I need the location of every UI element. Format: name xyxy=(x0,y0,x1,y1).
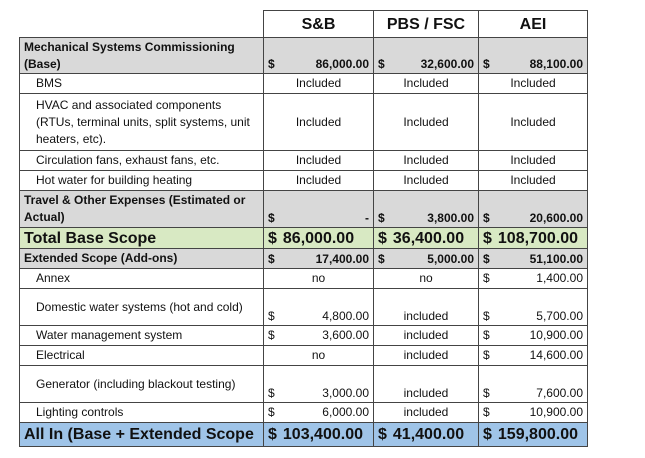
money-value xyxy=(268,308,369,325)
currency-symbol: $ xyxy=(483,328,490,342)
currency-symbol: $ xyxy=(268,211,275,225)
money-value xyxy=(483,385,583,402)
currency-symbol: $ xyxy=(483,229,492,247)
money-value xyxy=(483,251,583,268)
money-value xyxy=(483,327,583,344)
value-cell: Included xyxy=(264,151,374,171)
money-value xyxy=(483,404,583,421)
value-cell: no xyxy=(264,269,374,289)
currency-symbol: $ xyxy=(268,229,277,247)
header-row xyxy=(20,11,588,38)
table-row xyxy=(20,423,588,447)
value-cell xyxy=(479,326,588,346)
header-aei: AEI xyxy=(479,11,588,38)
currency-symbol: $ xyxy=(483,57,490,71)
currency-symbol: $ xyxy=(483,386,490,400)
table-row xyxy=(20,74,588,94)
amount: 3,800.00 xyxy=(427,211,474,225)
value-cell xyxy=(374,249,479,269)
value-cell xyxy=(479,191,588,228)
row-label: Total Base Scope xyxy=(20,228,264,249)
currency-symbol: $ xyxy=(378,57,385,71)
amount: 86,000.00 xyxy=(282,229,355,247)
value-cell: Included xyxy=(374,94,479,151)
table-row xyxy=(20,289,588,326)
currency-symbol: $ xyxy=(378,252,385,266)
header-sb: S&B xyxy=(264,11,374,38)
value-cell: no xyxy=(264,346,374,366)
value-cell: no xyxy=(374,269,479,289)
money-value xyxy=(268,327,369,344)
value-cell: Included xyxy=(479,94,588,151)
amount: - xyxy=(365,211,369,225)
amount: 6,000.00 xyxy=(322,405,369,419)
money-value xyxy=(268,426,369,443)
value-cell: Included xyxy=(374,151,479,171)
row-label: Mechanical Systems Commissioning (Base) xyxy=(20,38,264,74)
value-cell: Included xyxy=(264,171,374,191)
table-row xyxy=(20,269,588,289)
table-row xyxy=(20,249,588,269)
row-label: Extended Scope (Add-ons) xyxy=(20,249,264,269)
row-label: Hot water for building heating xyxy=(20,171,264,191)
value-cell xyxy=(264,289,374,326)
table-row xyxy=(20,228,588,249)
currency-symbol: $ xyxy=(268,57,275,71)
money-value xyxy=(483,210,583,227)
amount: 17,400.00 xyxy=(315,252,369,266)
value-cell xyxy=(264,366,374,403)
row-label: All In (Base + Extended Scope xyxy=(20,423,264,447)
amount: 3,000.00 xyxy=(322,386,369,400)
currency-symbol: $ xyxy=(268,328,275,342)
value-cell: included xyxy=(374,289,479,326)
currency-symbol: $ xyxy=(268,405,275,419)
currency-symbol: $ xyxy=(268,309,275,323)
value-cell xyxy=(374,423,479,447)
value-cell: Included xyxy=(479,171,588,191)
amount: 36,400.00 xyxy=(392,229,465,247)
value-cell xyxy=(479,38,588,74)
amount: 10,900.00 xyxy=(529,405,583,419)
money-value xyxy=(483,308,583,325)
amount: 51,100.00 xyxy=(529,252,583,266)
value-cell: Included xyxy=(264,94,374,151)
money-value xyxy=(483,230,583,247)
money-value xyxy=(483,270,583,287)
amount: 1,400.00 xyxy=(536,271,583,285)
money-value xyxy=(268,230,369,247)
value-cell xyxy=(479,249,588,269)
value-cell xyxy=(374,228,479,249)
value-cell: included xyxy=(374,403,479,423)
money-value xyxy=(378,426,474,443)
currency-symbol: $ xyxy=(378,229,387,247)
row-label: Domestic water systems (hot and cold) xyxy=(20,289,264,326)
value-cell: Included xyxy=(374,74,479,94)
value-cell xyxy=(264,38,374,74)
amount: 159,800.00 xyxy=(497,426,578,443)
money-value xyxy=(483,347,583,364)
money-value xyxy=(268,385,369,402)
money-value xyxy=(268,251,369,268)
money-value xyxy=(378,251,474,268)
currency-symbol: $ xyxy=(483,348,490,362)
amount: 5,000.00 xyxy=(427,252,474,266)
table-row xyxy=(20,151,588,171)
value-cell xyxy=(479,403,588,423)
currency-symbol: $ xyxy=(483,271,490,285)
currency-symbol: $ xyxy=(483,252,490,266)
currency-symbol: $ xyxy=(483,426,492,443)
amount: 4,800.00 xyxy=(322,309,369,323)
value-cell xyxy=(264,326,374,346)
amount: 5,700.00 xyxy=(536,309,583,323)
money-value xyxy=(268,56,369,73)
amount: 32,600.00 xyxy=(420,57,474,71)
amount: 10,900.00 xyxy=(529,328,583,342)
table-row xyxy=(20,366,588,403)
value-cell: Included xyxy=(479,74,588,94)
value-cell xyxy=(264,228,374,249)
money-value xyxy=(378,230,474,247)
amount: 88,100.00 xyxy=(529,57,583,71)
row-label: HVAC and associated components (RTUs, terminal units, split systems, unit heaters, etc). xyxy=(20,94,264,151)
table-row xyxy=(20,346,588,366)
currency-symbol: $ xyxy=(483,405,490,419)
money-value xyxy=(483,426,583,443)
row-label: Annex xyxy=(20,269,264,289)
row-label: BMS xyxy=(20,74,264,94)
money-value xyxy=(268,210,369,227)
table-row xyxy=(20,403,588,423)
amount: 14,600.00 xyxy=(529,348,583,362)
value-cell xyxy=(264,249,374,269)
money-value xyxy=(378,56,474,73)
value-cell: Included xyxy=(264,74,374,94)
table-row xyxy=(20,171,588,191)
value-cell xyxy=(264,423,374,447)
table-row xyxy=(20,94,588,151)
currency-symbol: $ xyxy=(483,211,490,225)
money-value xyxy=(268,404,369,421)
value-cell xyxy=(479,423,588,447)
value-cell xyxy=(479,289,588,326)
table-row xyxy=(20,38,588,74)
value-cell xyxy=(264,191,374,228)
currency-symbol: $ xyxy=(378,211,385,225)
cost-comparison-table xyxy=(19,10,588,447)
value-cell xyxy=(479,269,588,289)
row-label: Travel & Other Expenses (Estimated or Actual) xyxy=(20,191,264,228)
value-cell: Included xyxy=(479,151,588,171)
amount: 86,000.00 xyxy=(315,57,369,71)
table-row xyxy=(20,326,588,346)
value-cell xyxy=(374,38,479,74)
amount: 20,600.00 xyxy=(529,211,583,225)
value-cell: included xyxy=(374,346,479,366)
amount: 7,600.00 xyxy=(536,386,583,400)
table-row xyxy=(20,191,588,228)
amount: 103,400.00 xyxy=(282,426,363,443)
row-label: Generator (including blackout testing) xyxy=(20,366,264,403)
amount: 108,700.00 xyxy=(497,229,578,247)
currency-symbol: $ xyxy=(483,309,490,323)
value-cell xyxy=(374,191,479,228)
value-cell xyxy=(479,228,588,249)
amount: 3,600.00 xyxy=(322,328,369,342)
value-cell: included xyxy=(374,326,479,346)
row-label: Circulation fans, exhaust fans, etc. xyxy=(20,151,264,171)
value-cell xyxy=(264,403,374,423)
value-cell xyxy=(479,366,588,403)
currency-symbol: $ xyxy=(378,426,387,443)
currency-symbol: $ xyxy=(268,252,275,266)
row-label: Lighting controls xyxy=(20,403,264,423)
header-pbs-fsc: PBS / FSC xyxy=(374,11,479,38)
value-cell: included xyxy=(374,366,479,403)
value-cell: Included xyxy=(374,171,479,191)
currency-symbol: $ xyxy=(268,426,277,443)
value-cell xyxy=(479,346,588,366)
row-label: Electrical xyxy=(20,346,264,366)
money-value xyxy=(483,56,583,73)
currency-symbol: $ xyxy=(268,386,275,400)
money-value xyxy=(378,210,474,227)
amount: 41,400.00 xyxy=(392,426,465,443)
header-blank-cell xyxy=(20,11,264,38)
row-label: Water management system xyxy=(20,326,264,346)
